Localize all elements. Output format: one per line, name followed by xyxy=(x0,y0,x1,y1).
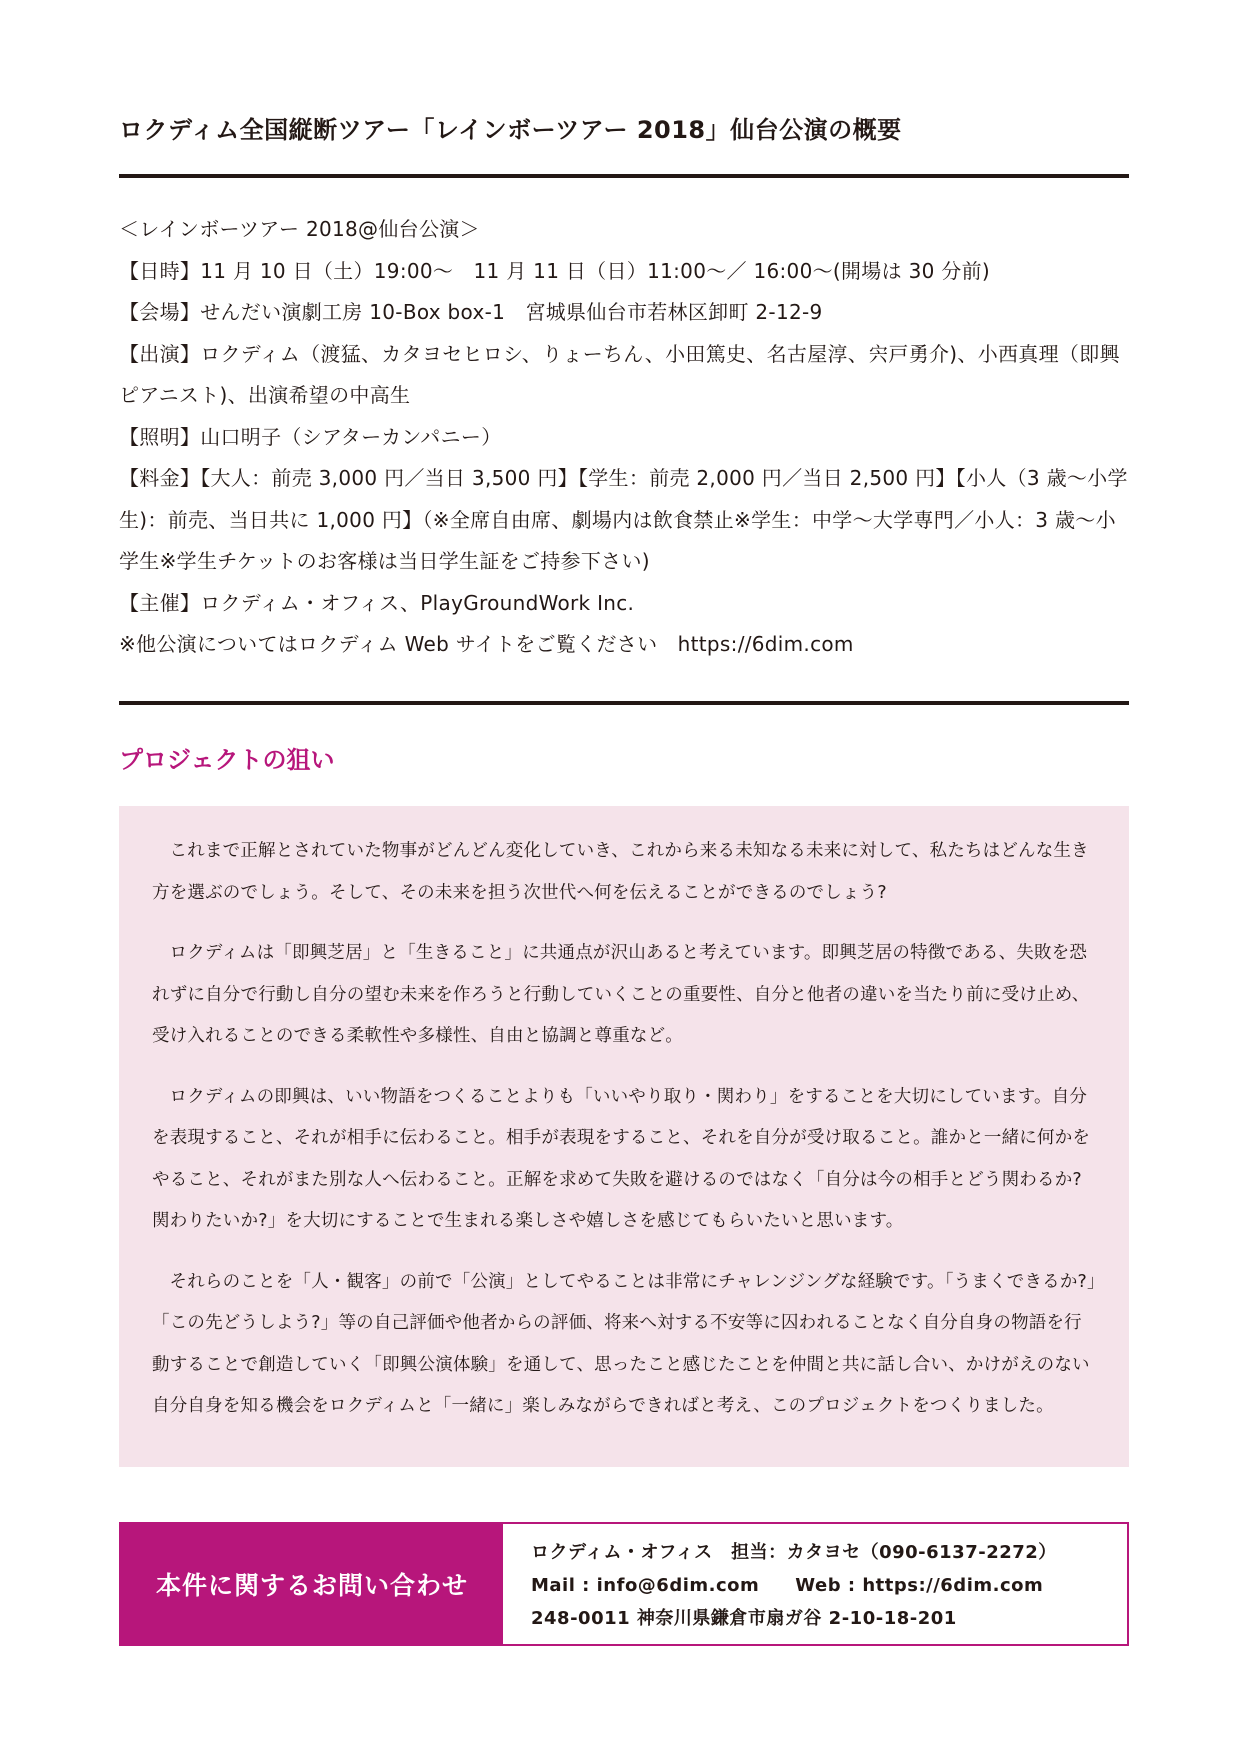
aim-paragraph: これまで正解とされていた物事がどんどん変化していき、これから来る未知なる未来に対して、私たちはどんな生き方を選ぶのでしょう。そして、その未来を担う次世代へ何を伝えることができるのでしょう? xyxy=(152,841,1089,903)
contact-mail[interactable]: Mail : info@6dim.com xyxy=(531,1575,760,1596)
contact-office: ロクディム・オフィス 担当：カタヨセ（090-6137-2272） xyxy=(531,1542,1057,1563)
bottom-divider xyxy=(119,701,1129,705)
contact-label: 本件に関するお問い合わせ xyxy=(121,1524,503,1644)
details-organizer: 【主催】ロクディム・オフィス、PlayGroundWork Inc. xyxy=(119,590,635,615)
aim-text xyxy=(152,831,1096,1447)
contact-address: 248-0011 神奈川県鎌倉市扇ガ谷 2-10-18-201 xyxy=(531,1608,957,1629)
contact-web-line xyxy=(531,1569,1121,1602)
aim-heading: プロジェクトの狙い xyxy=(119,746,335,774)
aim-paragraph: ロクディムは「即興芝居」と「生きること」に共通点が沢山あると考えています。即興芝居の特徴である、失敗を恐れずに自分で行動し自分の望む未来を作ろうと行動していくことの重要性、自分と他者の違いを当たり前に受け止め、受け入れることのできる柔軟性や多様性、自由と協調と尊重など。 xyxy=(152,943,1090,1046)
details-cast: 【出演】ロクディム（渡猛、カタヨセヒロシ、りょーちん、小田篤史、名古屋淳、宍戸勇介)、小西真理（即興ピアニスト)、出演希望の中高生 xyxy=(119,341,1120,407)
contact-box xyxy=(119,1522,1129,1646)
aim-box xyxy=(119,806,1129,1467)
details-heading: ＜レインボーツアー 2018@仙台公演＞ xyxy=(119,217,480,241)
contact-web[interactable]: Web : https://6dim.com xyxy=(795,1575,1044,1596)
details-lighting: 【照明】山口明子（シアターカンパニー） xyxy=(119,424,502,449)
details-venue: 【会場】せんだい演劇工房 10-Box box-1 宮城県仙台市若林区卸町 2-12-9 xyxy=(119,300,823,324)
top-divider xyxy=(119,174,1129,178)
page-title: ロクディム全国縦断ツアー「レインボーツアー 2018」仙台公演の概要 xyxy=(119,116,902,144)
details-date: 【日時】11 月 10 日（土）19:00～ 11 月 11 日（日）11:00～／ 16:00～(開場は 30 分前) xyxy=(119,258,990,283)
event-details xyxy=(119,209,1129,666)
aim-paragraph: それらのことを「人・観客」の前で「公演」としてやることは非常にチャレンジングな経験です。「うまくできるか?」「この先どうしよう?」等の自己評価や他者からの評価、将来へ対する不安等に囚われることなく自分自身の物語を行動することで創造していく「即興公演体験」を通して、思ったこと感じたことを仲間と共に話し合い、かけがえのない自分自身を知る機会をロクディムと「一緒に」楽しみながらできればと考え、このプロジェクトをつくりました。 xyxy=(152,1271,1096,1416)
details-note: ※他公演についてはロクディム Web サイトをご覧ください https://6dim.com xyxy=(119,632,854,656)
aim-paragraph: ロクディムの即興は、いい物語をつくることよりも「いいやり取り・関わり」をすることを大切にしています。自分を表現すること、それが相手に伝わること。相手が表現をすること、それを自分が受け取ること。誰かと一緒に何かをやること、それがまた別な人へ伝わること。正解を求めて失敗を避けるのではなく「自分は今の相手とどう関わるか?関わりたいか?」を大切にすることで生まれる楽しさや嬉しさを感じてもらいたいと思います。 xyxy=(152,1086,1091,1231)
details-price: 【料金】【大人：前売 3,000 円／当日 3,500 円】【学生：前売 2,000 円／当日 2,500 円】【小人（3 歳～小学生)：前売、当日共に 1,000 円】（※全席自由席、劇場内は飲食禁止※学生：中学～大学専門／小人：3 歳～小学生※学生チケットのお客様は当日学生証をご持参下さい) xyxy=(119,466,1128,573)
contact-info xyxy=(531,1536,1121,1635)
